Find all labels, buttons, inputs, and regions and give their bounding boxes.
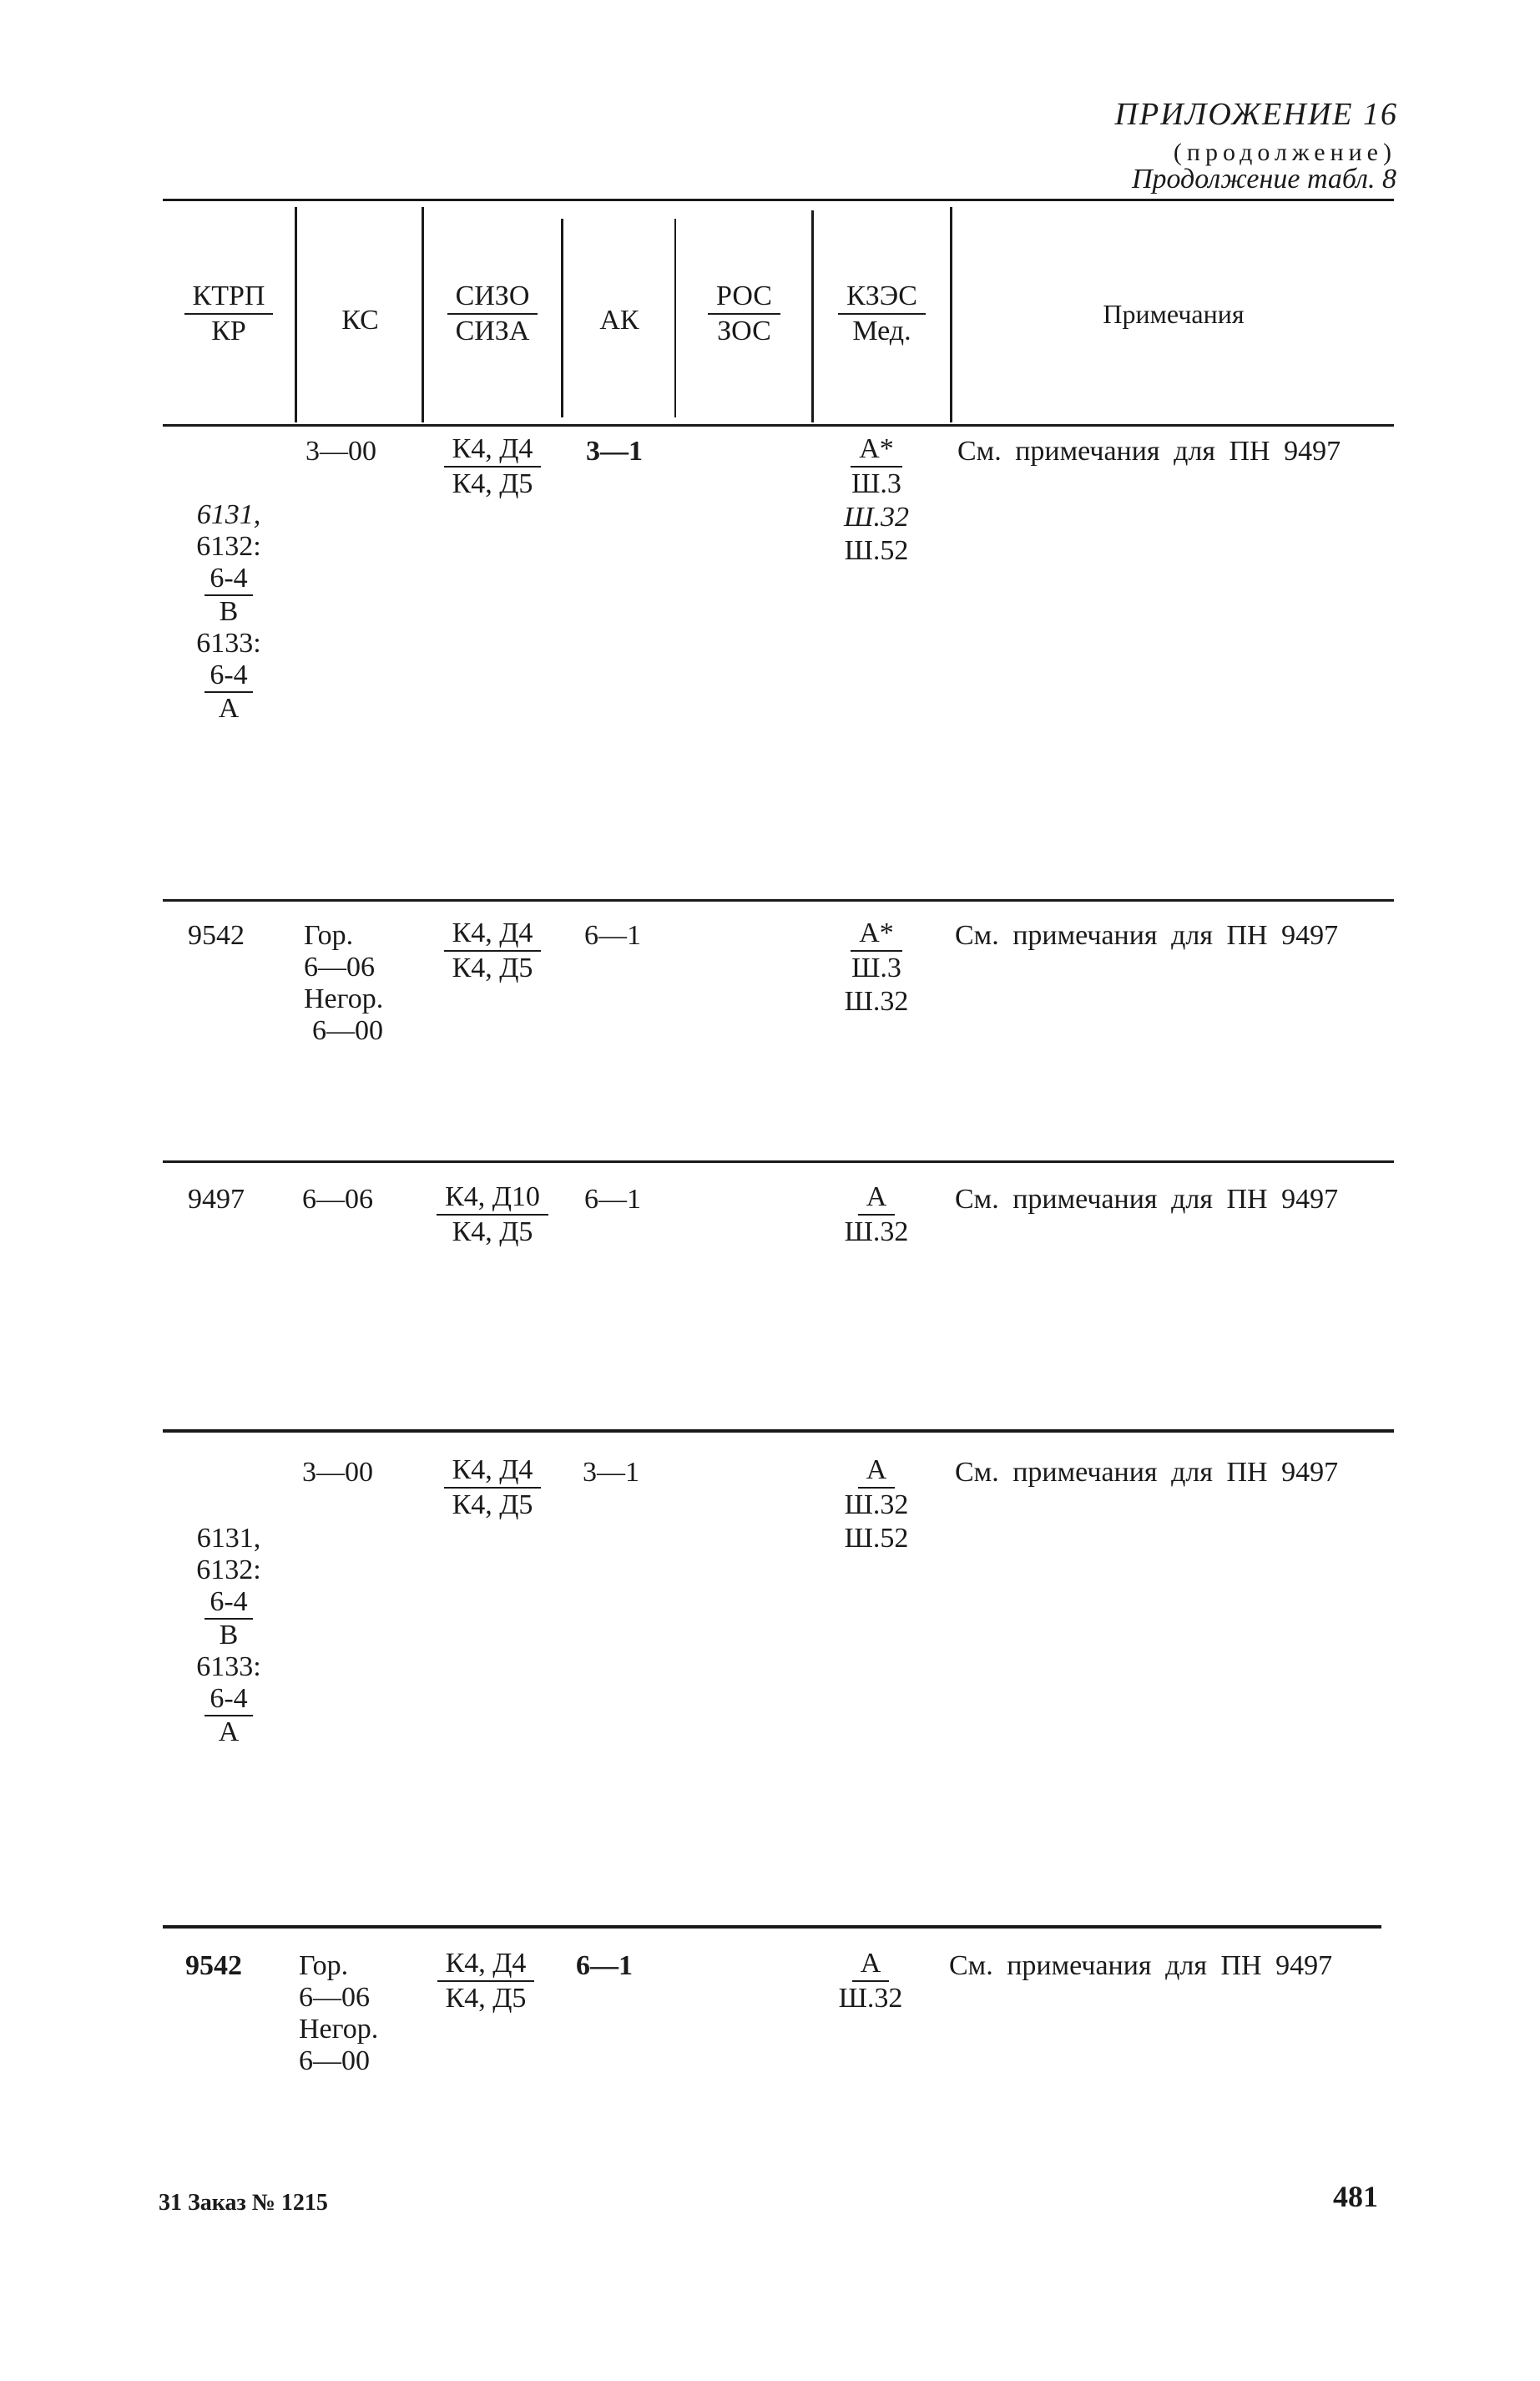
continuation-label: (продолжение)	[1173, 139, 1396, 166]
header-sizo-siza: $\frac{\text{СИЗО}}{\text{СИЗА}}$	[424, 280, 561, 348]
row-separator	[163, 1925, 1381, 1929]
row5-ks: Гор. 6—06 Негор. 6—00	[299, 1950, 379, 2076]
row-separator	[163, 1160, 1394, 1163]
row3-sizo: $\frac{К4, Д10}{К4, Д5}$	[424, 1180, 561, 1249]
page-number: 481	[1333, 2180, 1378, 2213]
header-ak: АК	[599, 305, 639, 336]
row-separator	[163, 1429, 1394, 1433]
header-ros-zos: $\frac{\text{РОС}}{\text{ЗОС}}$	[677, 280, 811, 348]
row2-note: См. примечания для ПН 9497	[955, 920, 1339, 951]
row5-sizo: $\frac{К4, Д4}{К4, Д5}$	[417, 1947, 554, 2015]
row4-kr: 6131, 6132: $\frac{6-4}{В}$ 6133: $\frac{6-4}{А}$	[196, 1523, 261, 1747]
row5-kr: 9542	[185, 1950, 242, 1981]
table-continuation-label: Продолжение табл. 8	[1131, 164, 1396, 195]
header-kzes-med: $\frac{\text{КЗЭС}}{\text{Мед.}}$	[814, 280, 950, 348]
table-header-bottom-rule	[163, 424, 1394, 427]
row5-ak: 6—1	[576, 1950, 633, 1981]
row4-ak: 3—1	[583, 1457, 639, 1488]
col-sep-6	[950, 207, 952, 422]
row2-ks: Гор. 6—06 Негор. 6—00	[304, 920, 384, 1046]
col-sep-1	[295, 207, 297, 422]
row1-kr: 6131, 6132: $\frac{6-4}{В}$ 6133: $\frac{6-4}{А}$	[196, 499, 261, 724]
row4-kzes: А Ш.32 Ш.52	[844, 1454, 909, 1554]
row3-kzes: $\frac{А}{Ш.32}$	[844, 1181, 909, 1247]
row1-sizo: $\frac{К4, Д4}{К4, Д5}$	[424, 432, 561, 501]
table-top-rule	[163, 199, 1394, 201]
row1-note: См. примечания для ПН 9497	[957, 436, 1341, 467]
row-separator	[163, 899, 1394, 902]
row3-ks: 6—06	[302, 1184, 373, 1215]
row2-ak: 6—1	[584, 920, 641, 951]
row4-ks: 3—00	[302, 1457, 373, 1488]
appendix-title: ПРИЛОЖЕНИЕ 16	[1114, 97, 1398, 132]
row5-kzes: $\frac{А}{Ш.32}$	[838, 1948, 903, 2014]
row5-note: См. примечания для ПН 9497	[949, 1950, 1333, 1981]
col-sep-3	[561, 219, 563, 417]
row1-ks: 3—00	[305, 436, 376, 467]
row2-kzes: А* Ш.3 Ш.32	[844, 918, 909, 1017]
header-ks: КС	[341, 305, 379, 336]
order-number: 31 Заказ № 1215	[159, 2190, 328, 2216]
row1-ak: 3—1	[586, 436, 643, 467]
header-ktrp-kr: $\frac{\text{КТРП}}{КР}$	[163, 280, 295, 348]
row4-note: См. примечания для ПН 9497	[955, 1457, 1339, 1488]
row1-kzes: А* Ш.3 Ш.32 Ш.52	[844, 433, 909, 566]
row2-sizo: $\frac{К4, Д4}{К4, Д5}$	[424, 917, 561, 985]
col-sep-4	[674, 219, 676, 417]
header-notes: Примечания	[1103, 299, 1245, 329]
row4-sizo: $\frac{К4, Д4}{К4, Д5}$	[424, 1453, 561, 1522]
row3-ak: 6—1	[584, 1184, 641, 1215]
row2-kr: 9542	[188, 920, 245, 951]
row3-kr: 9497	[188, 1184, 245, 1215]
row3-note: См. примечания для ПН 9497	[955, 1184, 1339, 1215]
